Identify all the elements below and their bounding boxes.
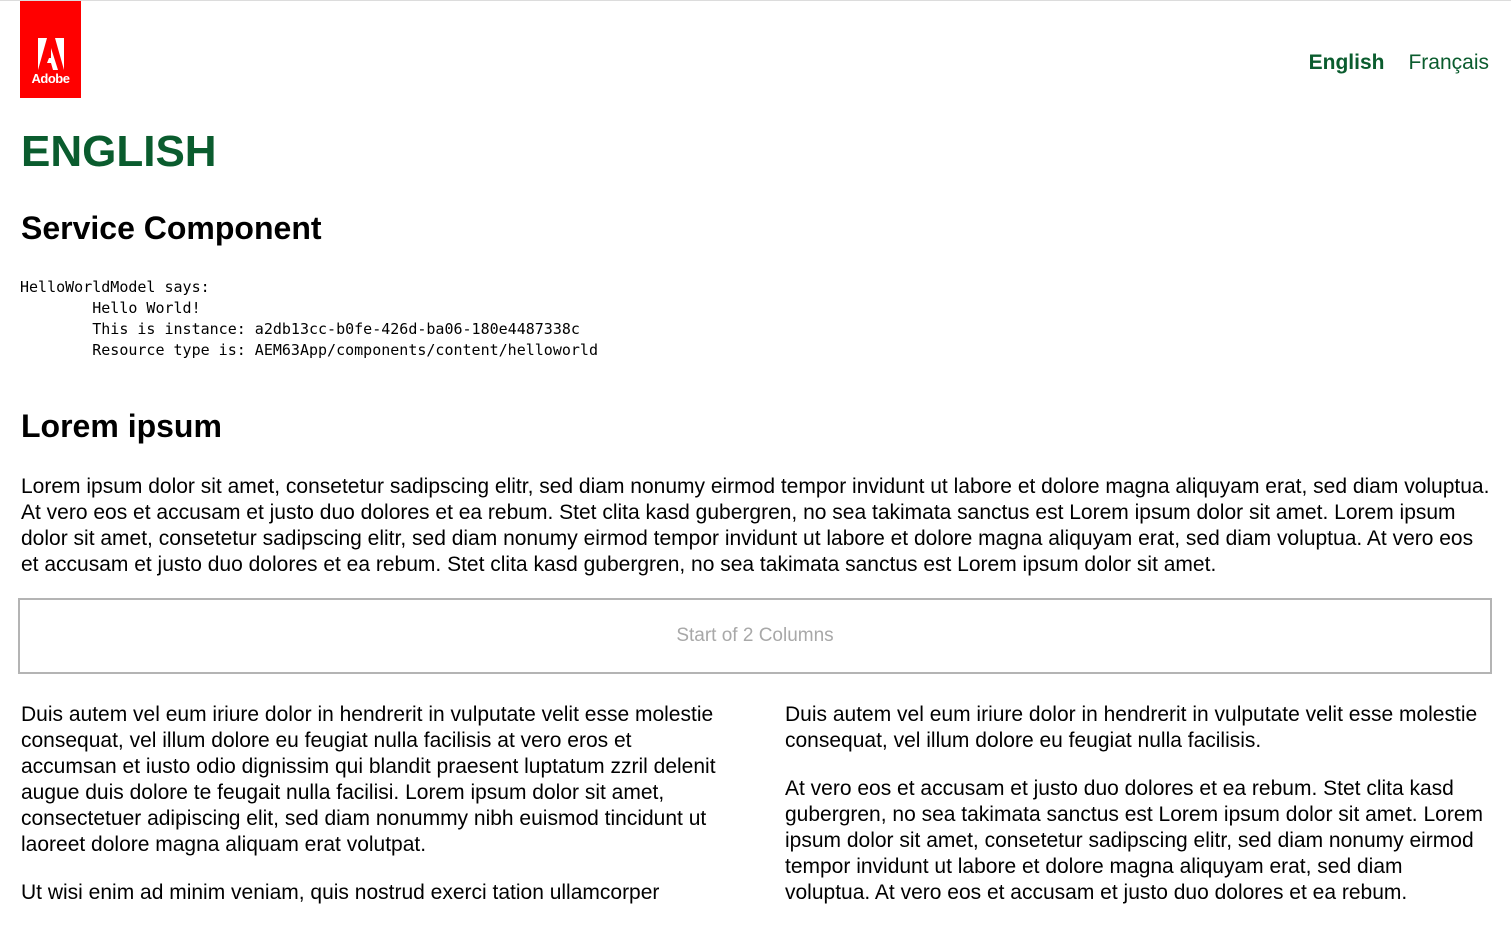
column-left-paragraph-1: Duis autem vel eum iriure dolor in hendrerit in vulputate velit esse molestie consequat, vel illum dolore eu feugiat nulla facilisis at vero eros et accumsan et iusto odio dignissim qui blandit praesent luptatum zzril delenit augue duis dolore te feugait nulla facilisi. Lorem ipsum dolor sit amet, consectetuer adipiscing elit, sed diam nonummy nibh euismod tincidunt ut laoreet dolore magna aliquam erat volutpat. xyxy=(21,703,716,856)
column-right-paragraph-1: Duis autem vel eum iriure dolor in hendrerit in vulputate velit esse molestie consequat, vel illum dolore eu feugiat nulla facilisis. xyxy=(785,703,1478,752)
language-nav xyxy=(1309,51,1489,75)
page-title: ENGLISH xyxy=(21,127,217,176)
lang-link-francais[interactable]: Français xyxy=(1408,51,1489,74)
column-left-paragraph-2: Ut wisi enim ad minim veniam, quis nostrud exerci tation ullamcorper xyxy=(21,881,660,904)
column-right-paragraph-2: At vero eos et accusam et justo duo dolores et ea rebum. Stet clita kasd gubergren, no sea takimata sanctus est Lorem ipsum dolor sit amet. Lorem ipsum dolor sit amet, consetetur sadipscing elitr, sed diam nonumy eirmod tempor invidunt ut labore et dolore magna aliquyam erat, sed diam voluptua. At vero eos et accusam et justo duo dolores et ea rebum. xyxy=(785,777,1484,904)
adobe-logo[interactable] xyxy=(20,1,81,98)
columns-placeholder-label: Start of 2 Columns xyxy=(676,625,834,646)
lang-link-english[interactable]: English xyxy=(1308,51,1385,74)
column-left xyxy=(21,702,727,928)
column-right xyxy=(785,702,1491,928)
columns-placeholder[interactable] xyxy=(18,598,1492,674)
lorem-ipsum-text: Lorem ipsum dolor sit amet, consetetur sadipscing elitr, sed diam nonumy eirmod tempor invidunt ut labore et dolore magna aliquyam erat, sed diam voluptua. At vero eos et accusam et justo duo dolores et ea rebum. Stet clita kasd gubergren, no sea takimata sanctus est Lorem ipsum dolor sit amet. Lorem ipsum dolor sit amet, consetetur sadipscing elitr, sed diam nonumy eirmod tempor invidunt ut labore et dolore magna aliquyam erat, sed diam voluptua. At vero eos et accusam et justo duo dolores et ea rebum. Stet clita kasd gubergren, no sea takimata sanctus est Lorem ipsum dolor sit amet. xyxy=(21,475,1490,576)
service-component-title: Service Component xyxy=(21,210,322,246)
lorem-ipsum-title: Lorem ipsum xyxy=(21,408,222,444)
adobe-a-icon xyxy=(38,38,64,70)
hello-world-output: HelloWorldModel says: Hello World! This is instance: a2db13cc-b0fe-426d-ba06-180e4487338c Resource type is: AEM63App/components/content/helloworld xyxy=(20,278,598,359)
logo-text: Adobe xyxy=(31,71,70,86)
